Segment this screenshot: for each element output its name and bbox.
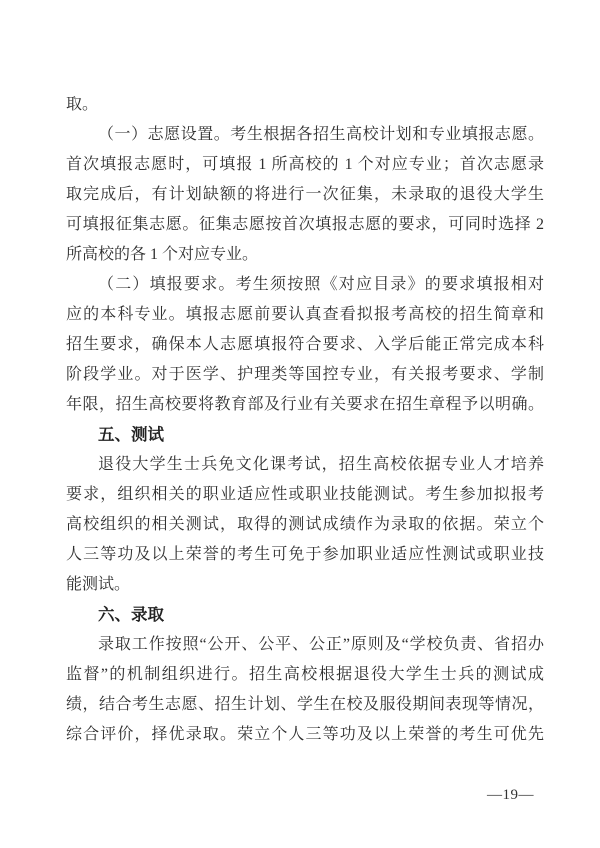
paragraph-first-line: （一）志愿设置。考生根据各招生高校计划和专业填报志愿。	[98, 126, 544, 143]
body-line: 年限，招生高校要将教育部及行业有关要求在招生章程予以明确。	[66, 396, 544, 413]
body-line: 首次填报志愿时，可填报 1 所高校的 1 个对应专业；首次志愿录	[66, 156, 544, 173]
heading-section-6-admission: 六、录取	[98, 606, 164, 624]
body-line: 能测试。	[66, 576, 131, 593]
body-line: 所高校的各 1 个对应专业。	[66, 246, 259, 263]
body-line: 人三等功及以上荣誉的考生可免于参加职业适应性测试或职业技	[66, 546, 544, 563]
body-line: 招生要求，确保本人志愿填报符合要求、入学后能正常完成本科	[66, 336, 544, 353]
body-line: 应的本科专业。填报志愿前要认真查看拟报考高校的招生简章和	[66, 306, 544, 323]
page-number: —19—	[487, 787, 534, 803]
body-line: 综合评价，择优录取。荣立个人三等功及以上荣誉的考生可优先	[66, 726, 544, 743]
paragraph-first-line: （二）填报要求。考生须按照《对应目录》的要求填报相对	[98, 276, 544, 293]
body-line: 要求，组织相关的职业适应性或职业技能测试。考生参加拟报考	[66, 486, 544, 503]
body-line: 监督”的机制组织进行。招生高校根据退役大学生士兵的测试成	[66, 666, 544, 683]
heading-section-5-test: 五、测试	[98, 426, 164, 444]
body-line: 高校组织的相关测试，取得的测试成绩作为录取的依据。荣立个	[66, 516, 544, 533]
body-line: 绩，结合考生志愿、招生计划、学生在校及服役期间表现等情况，	[66, 696, 544, 713]
paragraph-first-line: 录取工作按照“公开、公平、公正”原则及“学校负责、省招办	[98, 636, 544, 653]
document-text-block	[66, 90, 544, 750]
body-line: 取。	[66, 96, 99, 113]
paragraph-first-line: 退役大学生士兵免文化课考试，招生高校依据专业人才培养	[98, 456, 544, 473]
body-line: 阶段学业。对于医学、护理类等国控专业，有关报考要求、学制	[66, 366, 544, 383]
body-line: 取完成后，有计划缺额的将进行一次征集，未录取的退役大学生	[66, 186, 544, 203]
body-line: 可填报征集志愿。征集志愿按首次填报志愿的要求，可同时选择 2	[66, 216, 544, 233]
